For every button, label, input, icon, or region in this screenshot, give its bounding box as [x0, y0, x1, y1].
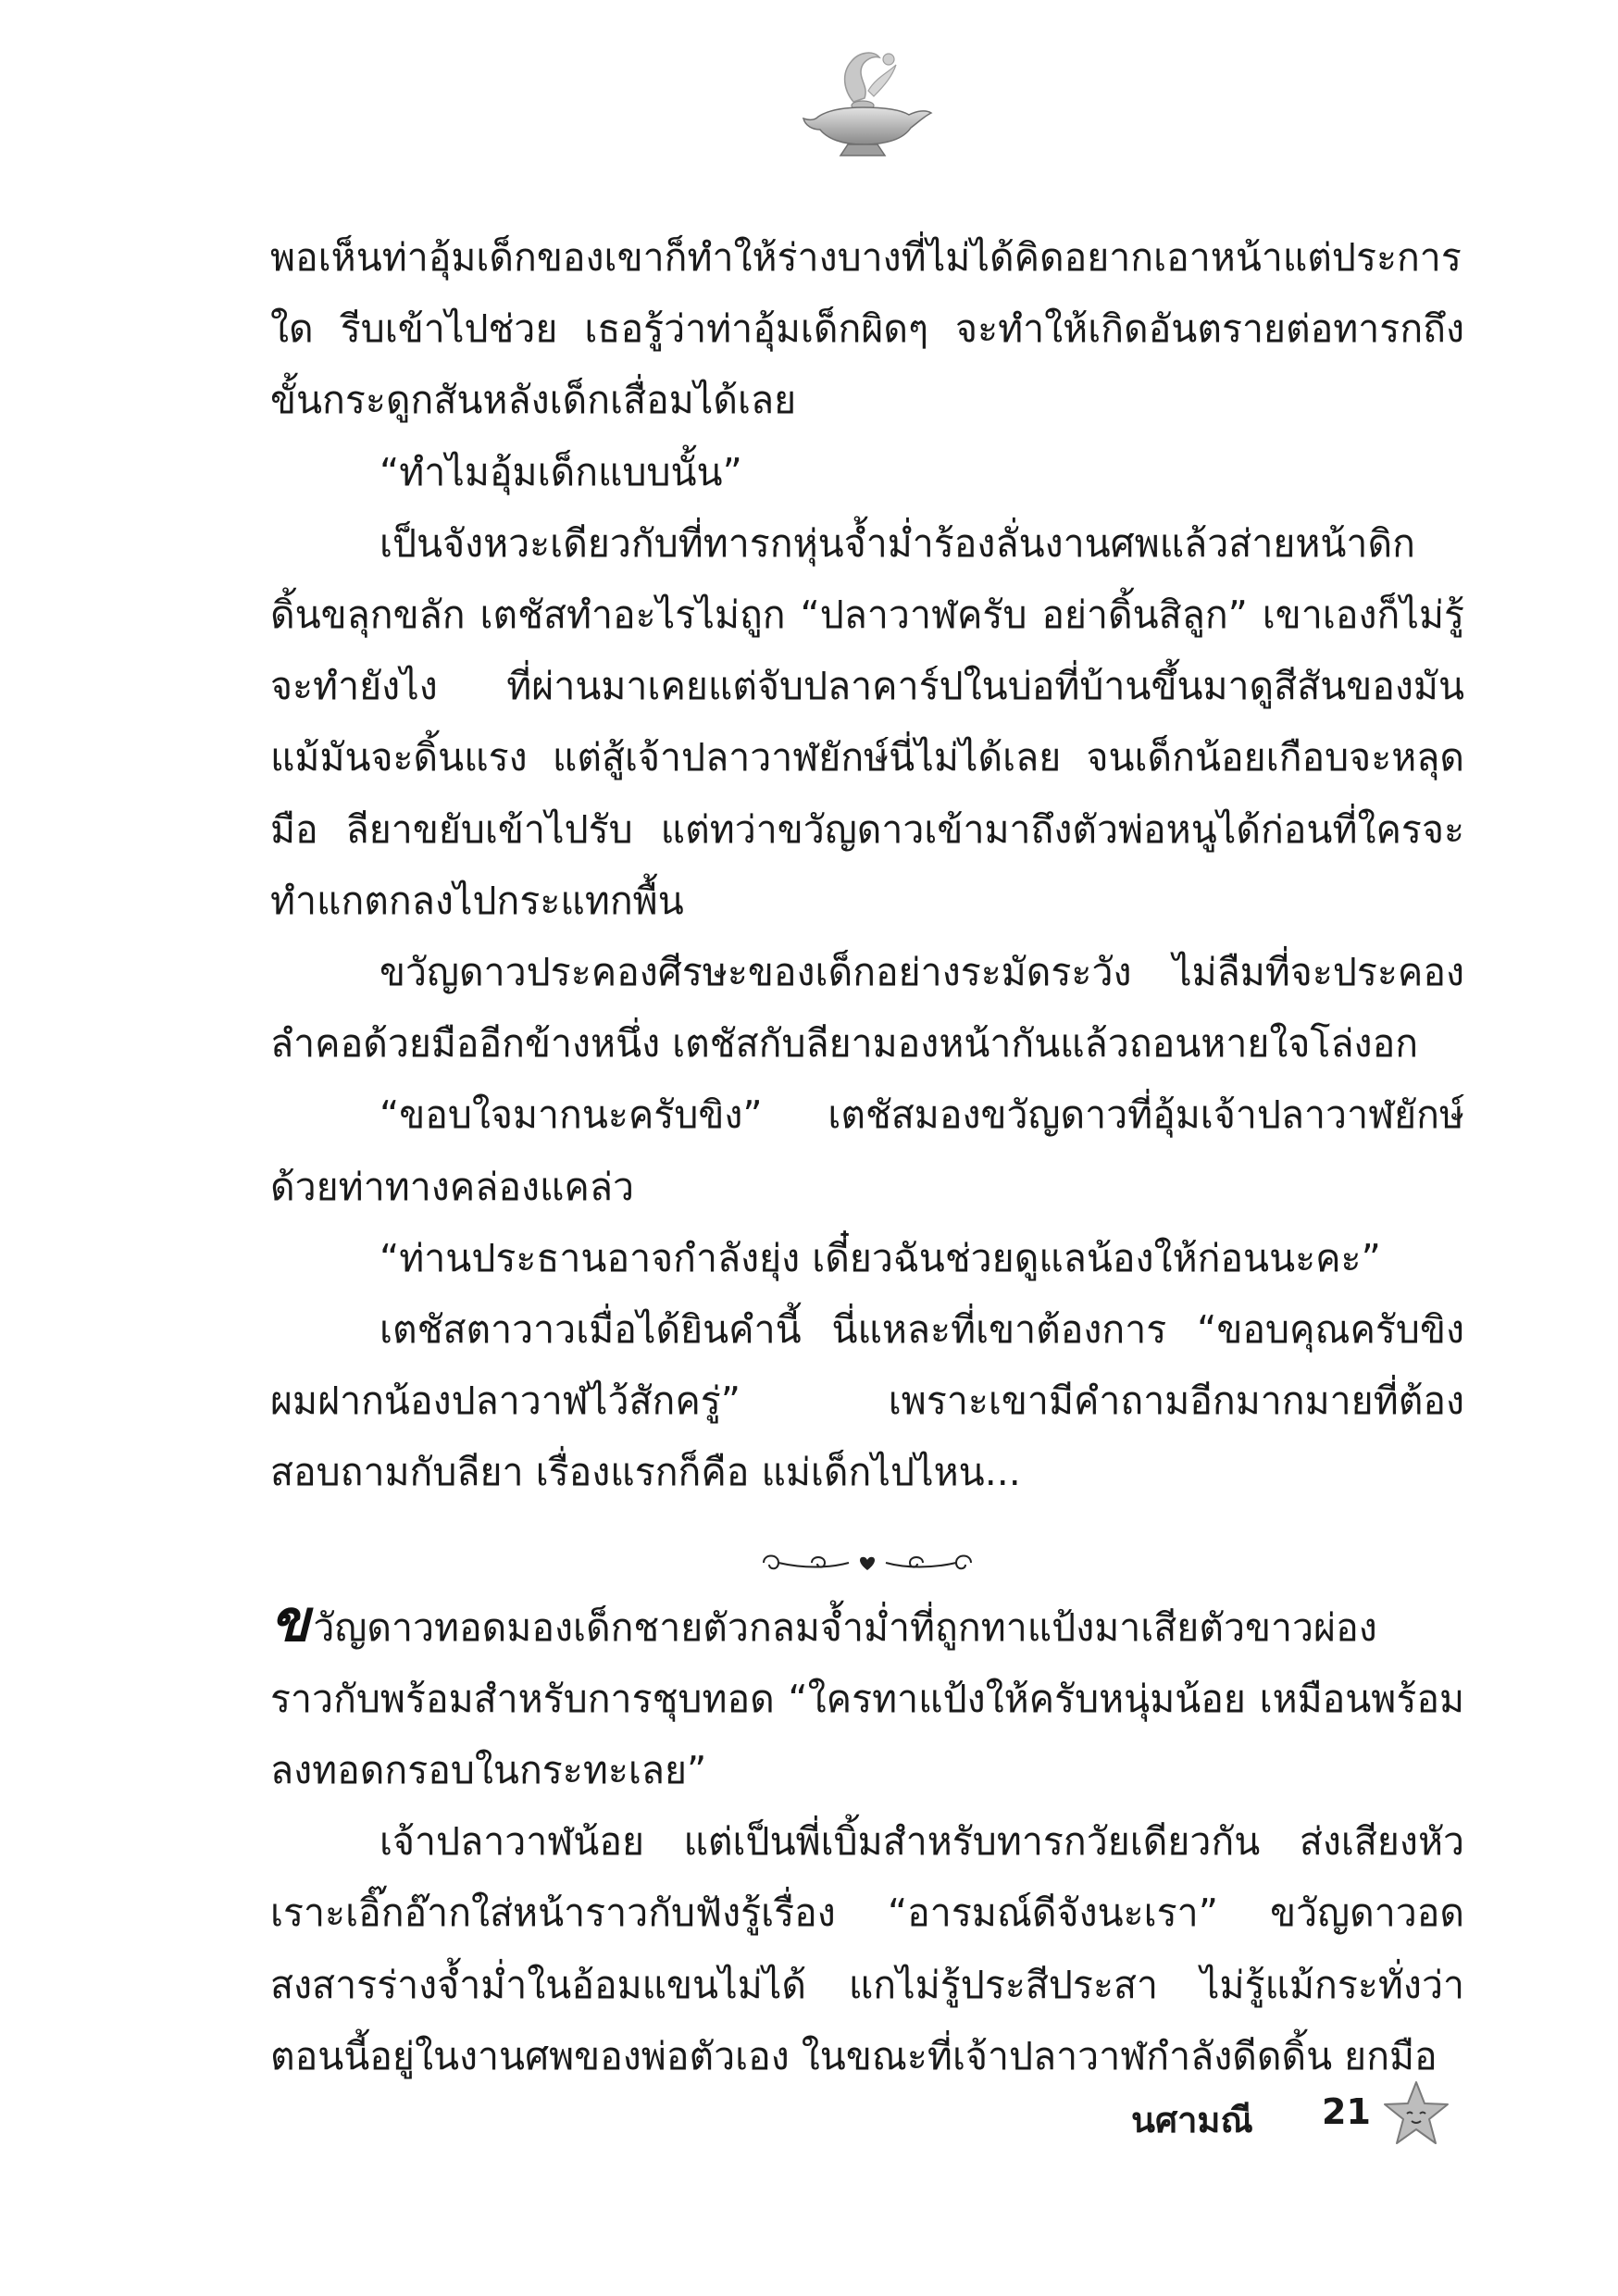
- paragraph: “ขอบใจมากนะครับขิง” เตชัสมองขวัญดาวที่อุ้มเจ้าปลาวาฬยักษ์ด้วยท่าทางคล่องแคล่ว: [270, 1092, 1464, 1209]
- page-number: 21: [1322, 2091, 1371, 2132]
- paragraph: “ท่านประธานอาจกำลังยุ่ง เดี๋ยวฉันช่วยดูแลน้องให้ก่อนนะคะ”: [380, 1235, 1381, 1280]
- paragraph: ขวัญดาวประคองศีรษะของเด็กอย่างระมัดระวัง ไม่ลืมที่จะประคองลำคอด้วยมืออีกข้างหนึ่ง เตชัสกับลียามองหน้ากันแล้วถอนหายใจโล่งอก: [270, 950, 1464, 1067]
- paragraph: พอเห็นท่าอุ้มเด็กของเขาก็ทำให้ร่างบางที่ไม่ได้คิดอยากเอาหน้าแต่ประการใด รีบเข้าไปช่วย เธอรู้ว่าท่าอุ้มเด็กผิดๆ จะทำให้เกิดอันตรายต่อทารกถึงขั้นกระดูกสันหลังเด็กเสื่อมได้เลย: [270, 235, 1464, 423]
- ornament-divider-icon: [756, 1544, 978, 1581]
- star-face-icon: [1381, 2078, 1451, 2149]
- paragraph: เตชัสตาวาวเมื่อได้ยินคำนี้ นี่แหละที่เขาต้องการ “ขอบคุณครับขิง ผมฝากน้องปลาวาฬไว้สักครู่” เพราะเขามีคำถามอีกมากมายที่ต้องสอบถามกับลียา เรื่องแรกก็คือ แม่เด็กไปไหน...: [270, 1307, 1464, 1495]
- author-name: นศามณี: [1131, 2100, 1253, 2140]
- section-opening: [270, 1586, 1464, 1807]
- paragraph: “ทำไมอุ้มเด็กแบบนั้น”: [380, 449, 742, 494]
- paragraph: เจ้าปลาวาฬน้อย แต่เป็นพี่เบิ้มสำหรับทารกวัยเดียวกัน ส่งเสียงหัวเราะเอิ๊กอ๊ากใส่หน้าราวกับฟังรู้เรื่อง “อารมณ์ดีจังนะเรา” ขวัญดาวอดสงสารร่างจ้ำม่ำในอ้อมแขนไม่ได้ แกไม่รู้ประสีประสา ไม่รู้แม้กระทั่งว่าตอนนี้อยู่ในงานศพของพ่อตัวเอง ในขณะที่เจ้าปลาวาฬกำลังดีดดิ้น ยกมือ: [270, 1819, 1464, 2078]
- body-text: [270, 222, 1464, 2092]
- drop-cap: ข: [270, 1586, 310, 1654]
- paragraph-text: วัญดาวทอดมองเด็กชายตัวกลมจ้ำม่ำที่ถูกทาแป้งมาเสียตัวขาวผ่องราวกับพร้อมสำหรับการชุบทอด “ใครทาแป้งให้ครับหนุ่มน้อย เหมือนพร้อมลงทอดกรอบในกระทะเลย”: [270, 1604, 1464, 1793]
- page-footer: [1111, 2078, 1574, 2152]
- paragraph: เป็นจังหวะเดียวกับที่ทารกหุ่นจ้ำม่ำร้องลั่นงานศพแล้วส่ายหน้าดิกดิ้นขลุกขลัก เตชัสทำอะไรไม่ถูก “ปลาวาฬครับ อย่าดิ้นสิลูก” เขาเองก็ไม่รู้จะทำยังไง ที่ผ่านมาเคยแต่จับปลาคาร์ปในบ่อที่บ้านขึ้นมาดูสีสันของมัน แม้มันจะดิ้นแรง แต่สู้เจ้าปลาวาฬยักษ์นี่ไม่ได้เลย จนเด็กน้อยเกือบจะหลุดมือ ลียาขยับเข้าไปรับ แต่ทว่าขวัญดาวเข้ามาถึงตัวพ่อหนูได้ก่อนที่ใครจะทำแกตกลงไปกระแทกพื้น: [270, 520, 1464, 923]
- genie-lamp-icon: [796, 44, 935, 165]
